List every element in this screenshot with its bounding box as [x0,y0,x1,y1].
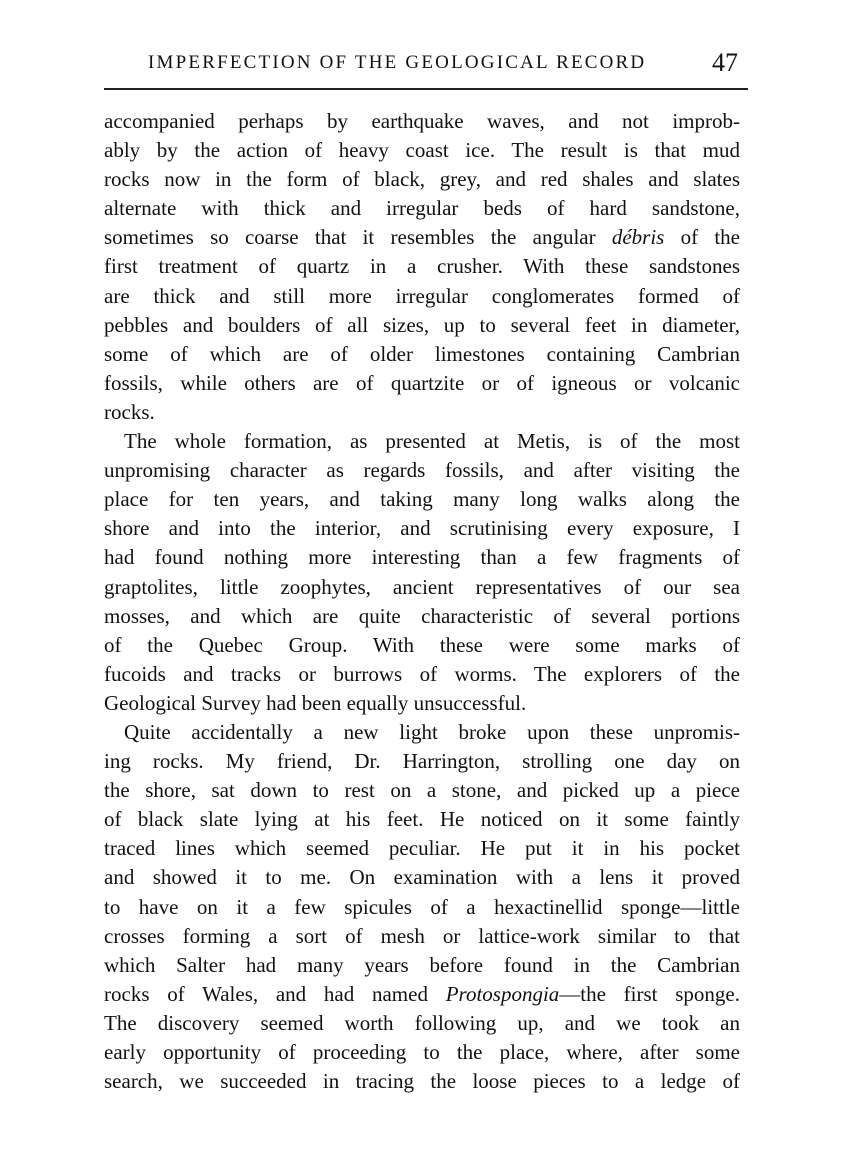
text-line: which Salter had many years before found in the Cambrian [104,952,740,977]
text-line: ably by the action of heavy coast ice. The result is that mud [104,138,740,163]
text-line: mosses, and which are quite characteristic of several portions [104,603,740,628]
text-line: some of which are of older limestones containing Cambrian [104,341,740,366]
page-header [104,44,742,84]
text-line: graptolites, little zoophytes, ancient representatives of our sea [104,574,740,599]
text-line: rocks now in the form of black, grey, and red shales and slates [104,167,740,192]
text-line: sometimes so coarse that it resembles the angular débris of the [104,225,740,250]
text-line: place for ten years, and taking many long walks along the [104,487,740,512]
text-line: ing rocks. My friend, Dr. Harrington, strolling one day on [104,749,740,774]
text-line: search, we succeeded in tracing the loose pieces to a ledge of [104,1069,740,1094]
text-line: of the Quebec Group. With these were some marks of [104,632,740,657]
text-line: alternate with thick and irregular beds of hard sandstone, [104,196,740,221]
text-line: of black slate lying at his feet. He noticed on it some faintly [104,807,740,832]
body-text [104,107,740,1096]
paragraph-2 [104,427,740,718]
text-line: unpromising character as regards fossils, and after visiting the [104,458,740,483]
text-line: Quite accidentally a new light broke upon these unpromis- [124,719,740,744]
text-line: to have on it a few spicules of a hexactinellid sponge—little [104,894,740,919]
italic-term: débris [611,225,665,250]
page-number: 47 [712,48,738,77]
text-line: rocks. [104,399,155,424]
italic-term: Protospongia [445,981,560,1006]
text-line: accompanied perhaps by earthquake waves, and not improb- [104,109,740,133]
text-line: pebbles and boulders of all sizes, up to several feet in diameter, [104,312,740,337]
text-line: had found nothing more interesting than a few fragments of [104,545,740,570]
text-line: are thick and still more irregular conglomerates formed of [104,283,740,308]
text-line: first treatment of quartz in a crusher. With these sandstones [104,254,740,279]
paragraph-1 [104,107,740,427]
text-line: The whole formation, as presented at Metis, is of the most [124,429,740,454]
running-head: IMPERFECTION OF THE GEOLOGICAL RECORD [148,52,647,73]
text-line: and showed it to me. On examination with a lens it proved [104,865,740,890]
text-line: shore and into the interior, and scrutinising every exposure, I [104,516,740,541]
text-line: The discovery seemed worth following up, and we took an [104,1010,740,1035]
text-line: the shore, sat down to rest on a stone, and picked up a piece [104,778,740,803]
text-line: early opportunity of proceeding to the place, where, after some [104,1040,740,1064]
paragraph-3 [104,718,740,1096]
header-rule [104,88,748,90]
text-line: fossils, while others are of quartzite or of igneous or volcanic [104,370,740,395]
text-line: rocks of Wales, and had named Protospongia—the first sponge. [104,981,740,1006]
text-line: traced lines which seemed peculiar. He put it in his pocket [104,836,740,861]
text-line: crosses forming a sort of mesh or lattice-work similar to that [104,923,740,948]
text-line: Geological Survey had been equally unsuccessful. [104,690,527,715]
text-line: fucoids and tracks or burrows of worms. The explorers of the [104,661,740,686]
